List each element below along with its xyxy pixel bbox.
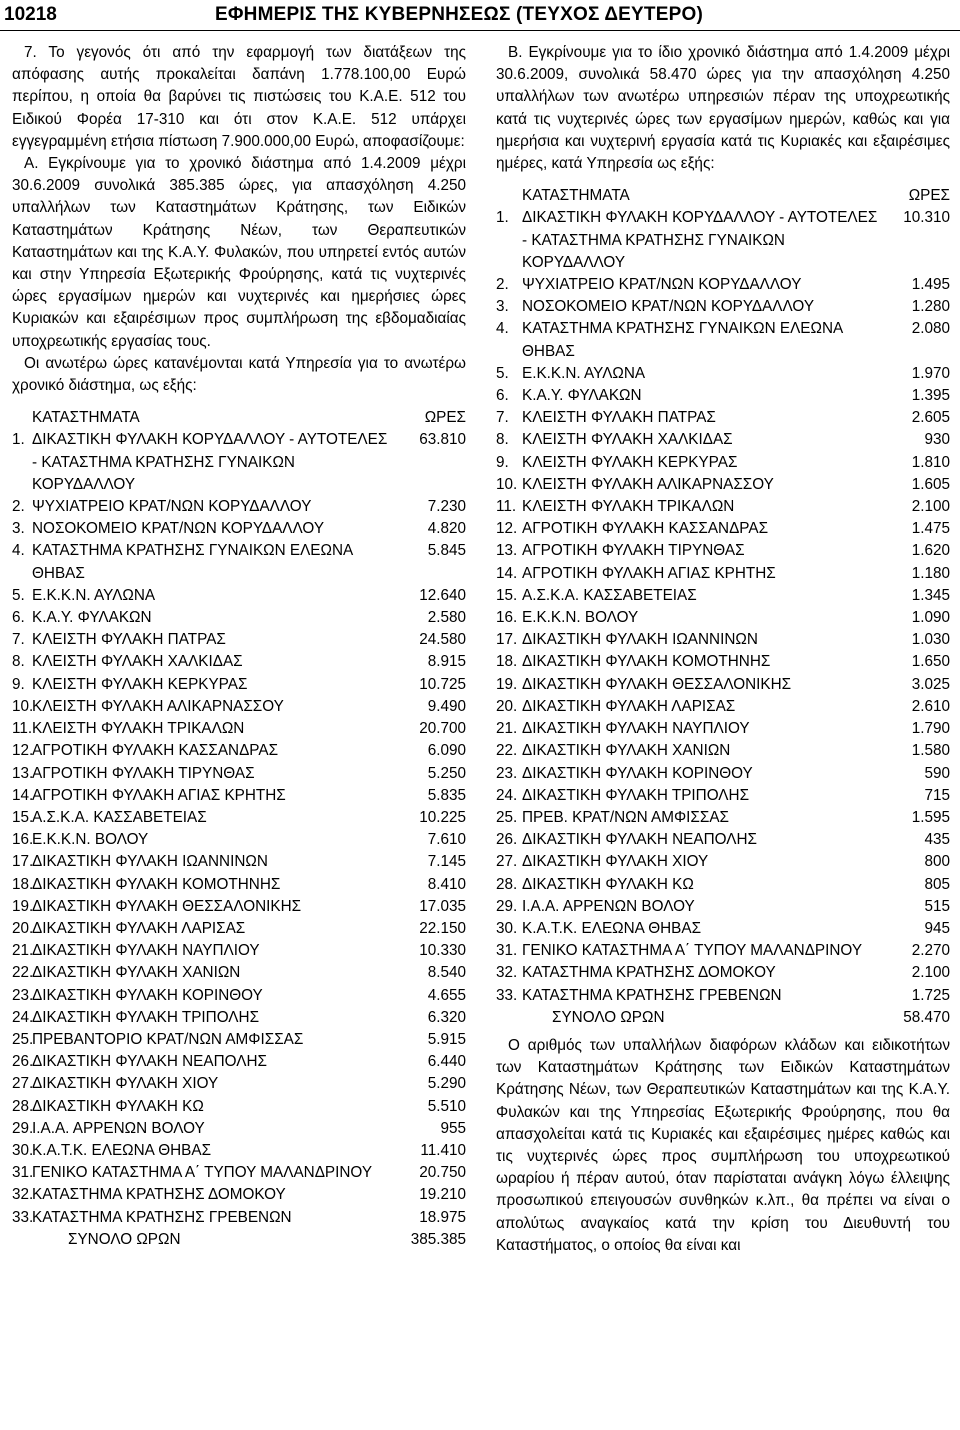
table-row — [496, 651, 950, 673]
row-name: Ι.Α.Α. ΑΡΡΕΝΩΝ ΒΟΛΟΥ — [522, 897, 695, 915]
table-row — [12, 785, 466, 807]
table-row — [496, 807, 950, 829]
row-hours: 18.975 — [419, 1208, 466, 1226]
table-row — [12, 829, 466, 851]
right-table-header — [496, 185, 950, 207]
table-row — [12, 940, 466, 962]
row-hours: 1.475 — [911, 520, 950, 538]
left-column — [12, 42, 466, 1251]
row-hours: 19.210 — [419, 1186, 466, 1204]
row-hours: 1.180 — [911, 564, 950, 582]
row-number: 31. — [496, 942, 518, 960]
row-number: 11. — [496, 498, 517, 516]
table-row — [12, 763, 466, 785]
table-row — [12, 585, 466, 607]
row-hours: 1.580 — [911, 742, 950, 760]
gazette-title: ΕΦΗΜΕΡΙΣ ΤΗΣ ΚΥΒΕΡΝΗΣΕΩΣ (ΤΕΥΧΟΣ ΔΕΥΤΕΡΟ) — [215, 4, 703, 25]
row-number: 30. — [496, 919, 518, 937]
row-name: ΑΓΡΟΤΙΚΗ ΦΥΛΑΚΗ ΑΓΙΑΣ ΚΡΗΤΗΣ — [32, 786, 286, 804]
row-name: ΑΓΡΟΤΙΚΗ ΦΥΛΑΚΗ ΤΙΡΥΝΘΑΣ — [32, 764, 255, 782]
table-row — [496, 318, 950, 362]
row-number: 27. — [496, 853, 518, 871]
row-hours: 9.490 — [427, 697, 466, 715]
table-row — [12, 696, 466, 718]
row-number: 23. — [496, 764, 518, 782]
row-number: 26. — [496, 831, 518, 849]
row-number: 5. — [12, 586, 25, 604]
row-number: 12. — [12, 742, 34, 760]
row-name: ΔΙΚΑΣΤΙΚΗ ΦΥΛΑΚΗ ΚΟΡΙΝΘΟΥ — [32, 986, 263, 1004]
right-col-shops: ΚΑΤΑΣΤΗΜΑΤΑ — [522, 187, 630, 205]
table-row — [496, 407, 950, 429]
row-hours: 1.790 — [911, 720, 950, 738]
row-hours: 955 — [440, 1119, 466, 1137]
row-number: 17. — [12, 853, 34, 871]
row-name: ΓΕΝΙΚΟ ΚΑΤΑΣΤΗΜΑ Α΄ ΤΥΠΟΥ ΜΑΛΑΝΔΡΙΝΟΥ — [32, 1164, 373, 1182]
row-name: ΚΛΕΙΣΤΗ ΦΥΛΑΚΗ ΧΑΛΚΙΔΑΣ — [32, 653, 243, 671]
row-hours: 1.810 — [911, 453, 950, 471]
row-number: 31. — [12, 1164, 34, 1182]
row-hours: 945 — [924, 919, 950, 937]
row-hours: 7.610 — [427, 831, 466, 849]
right-paragraph-2: Ο αριθμός των υπαλλήλων διαφόρων κλάδων και ειδικοτήτων των Καταστημάτων Κράτησης των Ειδικών Καταστημάτων Κράτησης Νέων, των Θεραπευτικών Καταστημάτων και της Κ.Α.Υ. Φυλακών και της Υπηρεσίας Εξωτερικής Φρούρησης, που θα απασχολείται κατά τις Κυριακές και εξαιρέσιμες ημέρες καθώς και τις νυχτερινές ώρες προς συμπλήρωση του υποχρεωτικού ωραρίου ή πέραν αυτού, όταν παρίσταται ανάγκη λόγω έλλειψης προσωπικού επειγουσών συνθηκών κ.λπ., θα πρέπει να είναι ο απολύτως αναγκαίος κατά την κρίση του Διευθυντή του Καταστήματος, ο οποίος θα είναι και — [496, 1036, 950, 1254]
table-row — [12, 1184, 466, 1206]
row-hours: 715 — [924, 786, 950, 804]
row-number: 27. — [12, 1075, 34, 1093]
row-hours: 1.395 — [911, 387, 950, 405]
row-number: 20. — [12, 919, 34, 937]
row-name: ΔΙΚΑΣΤΙΚΗ ΦΥΛΑΚΗ ΙΩΑΝΝΙΝΩΝ — [522, 631, 758, 649]
row-number: 12. — [496, 520, 518, 538]
table-row — [496, 763, 950, 785]
table-row — [12, 896, 466, 918]
row-number: 22. — [12, 964, 34, 982]
table-row — [496, 540, 950, 562]
row-number: 21. — [12, 942, 34, 960]
row-name: ΔΙΚΑΣΤΙΚΗ ΦΥΛΑΚΗ ΧΙΟΥ — [32, 1075, 219, 1093]
row-number: 30. — [12, 1141, 34, 1159]
row-number: 33. — [496, 986, 518, 1004]
table-row — [12, 740, 466, 762]
table-row — [12, 496, 466, 518]
row-name: Κ.Α.Τ.Κ. ΕΛΕΩΝΑ ΘΗΒΑΣ — [32, 1141, 212, 1159]
row-name: ΔΙΚΑΣΤΙΚΗ ΦΥΛΑΚΗ ΧΑΝΙΩΝ — [522, 742, 731, 760]
row-number: 17. — [496, 631, 518, 649]
row-number: 13. — [12, 764, 34, 782]
row-name: ΔΙΚΑΣΤΙΚΗ ΦΥΛΑΚΗ ΝΑΥΠΛΙΟΥ — [32, 942, 260, 960]
row-hours: 7.145 — [427, 853, 466, 871]
right-table — [496, 207, 950, 1006]
row-number: 8. — [496, 431, 509, 449]
row-hours: 1.030 — [911, 631, 950, 649]
row-name: ΔΙΚΑΣΤΙΚΗ ΦΥΛΑΚΗ ΝΑΥΠΛΙΟΥ — [522, 720, 750, 738]
row-number: 1. — [496, 209, 509, 227]
row-hours: 515 — [924, 897, 950, 915]
row-name: ΔΙΚΑΣΤΙΚΗ ΦΥΛΑΚΗ ΧΙΟΥ — [522, 853, 709, 871]
row-hours: 12.640 — [419, 586, 466, 604]
table-row — [12, 962, 466, 984]
row-hours: 930 — [924, 431, 950, 449]
left-paragraph-1: 7. Το γεγονός ότι από την εφαρμογή των διατάξεων της απόφασης αυτής προκαλείται δαπάνη 1.778.100,00 Ευρώ περίπου, η οποία θα βαρύνει τις πιστώσεις του Κ.Α.Ε. 512 του Ειδικού Φορέα 17-310 και ότι στον Κ.Α.Ε. 512 υπάρχει εγγεγραμμένη ετήσια πίστωση 7.900.000,00 Ευρώ, αποφασίζουμε: — [12, 44, 466, 150]
row-hours: 590 — [924, 764, 950, 782]
row-hours: 805 — [924, 875, 950, 893]
row-name: Κ.Α.Υ. ΦΥΛΑΚΩΝ — [32, 609, 152, 627]
row-hours: 800 — [924, 853, 950, 871]
row-number: 24. — [12, 1008, 34, 1026]
table-row — [496, 207, 950, 229]
row-hours: 1.970 — [911, 364, 950, 382]
row-hours: 1.345 — [911, 586, 950, 604]
table-row — [496, 718, 950, 740]
table-row — [12, 452, 466, 496]
page-number: 10218 — [4, 4, 57, 25]
row-name: Κ.Α.Τ.Κ. ΕΛΕΩΝΑ ΘΗΒΑΣ — [522, 919, 702, 937]
row-name: ΨΥΧΙΑΤΡΕΙΟ ΚΡΑΤ/ΝΩΝ ΚΟΡΥΔΑΛΛΟΥ — [522, 276, 802, 294]
row-number: 15. — [12, 808, 34, 826]
row-hours: 1.495 — [911, 276, 950, 294]
table-row — [496, 496, 950, 518]
row-number: 8. — [12, 653, 25, 671]
table-row — [496, 629, 950, 651]
row-name: ΔΙΚΑΣΤΙΚΗ ΦΥΛΑΚΗ ΧΑΝΙΩΝ — [32, 964, 241, 982]
row-hours: 22.150 — [419, 919, 466, 937]
row-name: ΔΙΚΑΣΤΙΚΗ ΦΥΛΑΚΗ ΝΕΑΠΟΛΗΣ — [522, 831, 757, 849]
row-number: 24. — [496, 786, 518, 804]
row-name: ΚΛΕΙΣΤΗ ΦΥΛΑΚΗ ΠΑΤΡΑΣ — [32, 631, 226, 649]
table-row — [12, 718, 466, 740]
row-name: ΚΛΕΙΣΤΗ ΦΥΛΑΚΗ ΠΑΤΡΑΣ — [522, 409, 716, 427]
table-row — [496, 274, 950, 296]
table-row — [12, 985, 466, 1007]
row-hours: 7.230 — [427, 498, 466, 516]
table-row — [496, 740, 950, 762]
row-number: 7. — [496, 409, 509, 427]
row-hours: 10.310 — [903, 209, 950, 227]
right-total-label: ΣΥΝΟΛΟ ΩΡΩΝ — [552, 1008, 665, 1026]
row-hours: 8.915 — [427, 653, 466, 671]
row-hours: 1.090 — [911, 609, 950, 627]
row-number: 19. — [496, 675, 518, 693]
table-row — [496, 296, 950, 318]
row-hours: 10.225 — [419, 808, 466, 826]
table-row — [496, 563, 950, 585]
table-row — [12, 1162, 466, 1184]
row-hours: 63.810 — [419, 431, 466, 449]
table-row — [496, 674, 950, 696]
row-number: 1. — [12, 431, 25, 449]
row-hours: 20.750 — [419, 1164, 466, 1182]
row-number: 25. — [12, 1030, 34, 1048]
row-hours: 5.835 — [427, 786, 466, 804]
left-total-row — [12, 1229, 466, 1251]
row-number: 25. — [496, 808, 518, 826]
row-hours: 17.035 — [419, 897, 466, 915]
row-hours: 5.290 — [427, 1075, 466, 1093]
table-row — [496, 607, 950, 629]
row-hours: 8.410 — [427, 875, 466, 893]
row-name: ΚΛΕΙΣΤΗ ΦΥΛΑΚΗ ΚΕΡΚΥΡΑΣ — [32, 675, 248, 693]
row-name: ΑΓΡΟΤΙΚΗ ΦΥΛΑΚΗ ΤΙΡΥΝΘΑΣ — [522, 542, 745, 560]
row-number: 14. — [496, 564, 518, 582]
row-hours: 5.250 — [427, 764, 466, 782]
row-name: ΔΙΚΑΣΤΙΚΗ ΦΥΛΑΚΗ ΚΟΜΟΤΗΝΗΣ — [32, 875, 281, 893]
table-row — [496, 829, 950, 851]
table-row — [496, 896, 950, 918]
row-name: ΨΥΧΙΑΤΡΕΙΟ ΚΡΑΤ/ΝΩΝ ΚΟΡΥΔΑΛΛΟΥ — [32, 498, 312, 516]
row-number — [12, 452, 32, 496]
table-row — [496, 585, 950, 607]
row-hours: 8.540 — [427, 964, 466, 982]
row-number: 3. — [12, 520, 25, 538]
left-col-shops: ΚΑΤΑΣΤΗΜΑΤΑ — [32, 409, 140, 427]
row-hours: 2.605 — [911, 409, 950, 427]
row-name: ΑΓΡΟΤΙΚΗ ΦΥΛΑΚΗ ΚΑΣΣΑΝΔΡΑΣ — [522, 520, 769, 538]
row-name: ΑΓΡΟΤΙΚΗ ΦΥΛΑΚΗ ΑΓΙΑΣ ΚΡΗΤΗΣ — [522, 564, 776, 582]
row-number: 15. — [496, 586, 518, 604]
table-row — [12, 851, 466, 873]
row-name: Κ.Α.Υ. ΦΥΛΑΚΩΝ — [522, 387, 642, 405]
row-name: Ε.Κ.Κ.Ν. ΑΥΛΩΝΑ — [522, 364, 646, 382]
row-number: 16. — [12, 831, 34, 849]
row-number: 28. — [496, 875, 518, 893]
row-hours: 3.025 — [911, 675, 950, 693]
row-hours: 1.725 — [911, 986, 950, 1004]
row-name: ΓΕΝΙΚΟ ΚΑΤΑΣΤΗΜΑ Α΄ ΤΥΠΟΥ ΜΑΛΑΝΔΡΙΝΟΥ — [522, 942, 863, 960]
row-number: 11. — [12, 720, 33, 738]
row-name: ΑΓΡΟΤΙΚΗ ΦΥΛΑΚΗ ΚΑΣΣΑΝΔΡΑΣ — [32, 742, 279, 760]
row-name: ΚΛΕΙΣΤΗ ΦΥΛΑΚΗ ΧΑΛΚΙΔΑΣ — [522, 431, 733, 449]
row-number: 14. — [12, 786, 34, 804]
table-row — [496, 518, 950, 540]
table-row — [496, 985, 950, 1007]
row-hours: 24.580 — [419, 631, 466, 649]
table-row — [12, 807, 466, 829]
row-name: Α.Σ.Κ.Α. ΚΑΣΣΑΒΕΤΕΙΑΣ — [32, 808, 207, 826]
table-row — [496, 940, 950, 962]
row-number: 29. — [496, 897, 518, 915]
row-number: 7. — [12, 631, 25, 649]
table-row — [12, 1029, 466, 1051]
row-name: ΚΑΤΑΣΤΗΜΑ ΚΡΑΤΗΣΗΣ ΓΥΝΑΙΚΩΝ ΕΛΕΩΝΑ ΘΗΒΑΣ — [522, 320, 843, 360]
table-row — [496, 230, 950, 274]
row-name: - ΚΑΤΑΣΤΗΜΑ ΚΡΑΤΗΣΗΣ ΓΥΝΑΙΚΩΝ ΚΟΡΥΔΑΛΛΟΥ — [522, 231, 785, 271]
row-hours: 2.100 — [911, 498, 950, 516]
left-paragraph-3: Οι ανωτέρω ώρες κατανέμονται κατά Υπηρεσία για το ανωτέρω χρονικό διάστημα, ως εξής: — [12, 354, 466, 395]
row-name: Ε.Κ.Κ.Ν. ΑΥΛΩΝΑ — [32, 586, 156, 604]
row-name: ΚΑΤΑΣΤΗΜΑ ΚΡΑΤΗΣΗΣ ΔΟΜΟΚΟΥ — [522, 964, 776, 982]
row-number: 21. — [496, 720, 518, 738]
row-hours: 10.725 — [419, 675, 466, 693]
table-row — [496, 452, 950, 474]
row-hours: 1.650 — [911, 653, 950, 671]
row-name: ΚΑΤΑΣΤΗΜΑ ΚΡΑΤΗΣΗΣ ΓΥΝΑΙΚΩΝ ΕΛΕΩΝΑ ΘΗΒΑΣ — [32, 542, 353, 582]
row-number: 26. — [12, 1053, 34, 1071]
left-table-header — [12, 407, 466, 429]
row-number: 28. — [12, 1097, 34, 1115]
row-number: 29. — [12, 1119, 34, 1137]
row-name: Α.Σ.Κ.Α. ΚΑΣΣΑΒΕΤΕΙΑΣ — [522, 586, 697, 604]
right-paragraph-1: Β. Εγκρίνουμε για το ίδιο χρονικό διάστημα από 1.4.2009 μέχρι 30.6.2009, συνολικά 58.470 ώρες για την απασχόληση 4.250 υπαλλήλων των ανωτέρω υπηρεσιών πέραν της υποχρεωτικής κατά τις νυχτερινές ώρες των εργασίμων ημερών, καθώς και για ημερήσια και νυχτερινή εργασία κατά τις Κυριακές και εξαιρέσιμες ημέρες, κατά Υπηρεσία ως εξής: — [496, 44, 950, 173]
table-row — [496, 474, 950, 496]
table-row — [12, 1073, 466, 1095]
table-row — [12, 651, 466, 673]
row-number — [496, 230, 522, 274]
table-row — [496, 874, 950, 896]
table-row — [12, 918, 466, 940]
row-name: ΚΛΕΙΣΤΗ ΦΥΛΑΚΗ ΚΕΡΚΥΡΑΣ — [522, 453, 738, 471]
row-number: 23. — [12, 986, 34, 1004]
row-number: 4. — [496, 320, 509, 338]
table-row — [12, 607, 466, 629]
table-row — [12, 518, 466, 540]
row-hours: 4.820 — [427, 520, 466, 538]
row-name: ΔΙΚΑΣΤΙΚΗ ΦΥΛΑΚΗ ΚΟΡΥΔΑΛΛΟΥ - ΑΥΤΟΤΕΛΕΣ — [32, 431, 388, 449]
row-number: 13. — [496, 542, 518, 560]
row-name: ΚΛΕΙΣΤΗ ΦΥΛΑΚΗ ΤΡΙΚΑΛΩΝ — [522, 498, 735, 516]
row-hours: 20.700 — [419, 720, 466, 738]
row-hours: 6.440 — [427, 1053, 466, 1071]
row-name: ΚΛΕΙΣΤΗ ΦΥΛΑΚΗ ΑΛΙΚΑΡΝΑΣΣΟΥ — [32, 697, 284, 715]
row-number: 22. — [496, 742, 518, 760]
right-total-value: 58.470 — [903, 1008, 950, 1026]
row-hours: 2.080 — [911, 320, 950, 338]
table-row — [12, 1118, 466, 1140]
row-number: 10. — [496, 475, 518, 493]
row-hours: 4.655 — [427, 986, 466, 1004]
row-name: ΔΙΚΑΣΤΙΚΗ ΦΥΛΑΚΗ ΤΡΙΠΟΛΗΣ — [32, 1008, 260, 1026]
right-col-hours: ΩΡΕΣ — [908, 187, 950, 205]
table-row — [12, 1140, 466, 1162]
row-number: 2. — [12, 498, 25, 516]
row-name: ΔΙΚΑΣΤΙΚΗ ΦΥΛΑΚΗ ΚΩ — [32, 1097, 204, 1115]
row-number: 5. — [496, 364, 509, 382]
row-name: ΔΙΚΑΣΤΙΚΗ ΦΥΛΑΚΗ ΘΕΣΣΑΛΟΝΙΚΗΣ — [522, 675, 792, 693]
row-name: ΚΑΤΑΣΤΗΜΑ ΚΡΑΤΗΣΗΣ ΔΟΜΟΚΟΥ — [32, 1186, 286, 1204]
row-hours: 5.845 — [427, 542, 466, 560]
row-name: - ΚΑΤΑΣΤΗΜΑ ΚΡΑΤΗΣΗΣ ΓΥΝΑΙΚΩΝ ΚΟΡΥΔΑΛΛΟΥ — [32, 453, 295, 493]
row-hours: 1.595 — [911, 808, 950, 826]
row-number: 32. — [12, 1186, 34, 1204]
row-name: ΔΙΚΑΣΤΙΚΗ ΦΥΛΑΚΗ ΙΩΑΝΝΙΝΩΝ — [32, 853, 268, 871]
row-hours — [388, 452, 466, 496]
table-row — [496, 785, 950, 807]
left-total-label: ΣΥΝΟΛΟ ΩΡΩΝ — [68, 1230, 181, 1248]
row-name: ΔΙΚΑΣΤΙΚΗ ΦΥΛΑΚΗ ΚΟΜΟΤΗΝΗΣ — [522, 653, 771, 671]
table-row — [496, 918, 950, 940]
row-hours: 5.510 — [427, 1097, 466, 1115]
row-name: ΔΙΚΑΣΤΙΚΗ ΦΥΛΑΚΗ ΚΟΡΙΝΘΟΥ — [522, 764, 753, 782]
left-total-value: 385.385 — [410, 1230, 466, 1248]
row-number: 19. — [12, 897, 34, 915]
row-number: 33. — [12, 1208, 34, 1226]
row-number: 2. — [496, 276, 509, 294]
row-name: ΔΙΚΑΣΤΙΚΗ ΦΥΛΑΚΗ ΚΟΡΥΔΑΛΛΟΥ - ΑΥΤΟΤΕΛΕΣ — [522, 209, 878, 227]
row-name: ΠΡΕΒΑΝΤΟΡΙΟ ΚΡΑΤ/ΝΩΝ ΑΜΦΙΣΣΑΣ — [32, 1030, 304, 1048]
row-number: 9. — [496, 453, 509, 471]
row-name: ΠΡΕΒ. ΚΡΑΤ/ΝΩΝ ΑΜΦΙΣΣΑΣ — [522, 808, 729, 826]
row-number: 32. — [496, 964, 518, 982]
table-row — [12, 629, 466, 651]
row-hours: 11.410 — [420, 1141, 466, 1159]
table-row — [12, 540, 466, 584]
row-name: Ε.Κ.Κ.Ν. ΒΟΛΟΥ — [32, 831, 149, 849]
row-hours: 6.090 — [427, 742, 466, 760]
table-row — [496, 385, 950, 407]
row-name: ΔΙΚΑΣΤΙΚΗ ΦΥΛΑΚΗ ΘΕΣΣΑΛΟΝΙΚΗΣ — [32, 897, 302, 915]
row-name: ΔΙΚΑΣΤΙΚΗ ΦΥΛΑΚΗ ΛΑΡΙΣΑΣ — [522, 697, 736, 715]
table-row — [12, 1096, 466, 1118]
table-row — [12, 1207, 466, 1229]
row-number: 6. — [12, 609, 25, 627]
row-name: ΚΑΤΑΣΤΗΜΑ ΚΡΑΤΗΣΗΣ ΓΡΕΒΕΝΩΝ — [32, 1208, 292, 1226]
row-number: 16. — [496, 609, 518, 627]
row-name: ΔΙΚΑΣΤΙΚΗ ΦΥΛΑΚΗ ΝΕΑΠΟΛΗΣ — [32, 1053, 267, 1071]
left-table — [12, 429, 466, 1228]
row-number: 20. — [496, 697, 518, 715]
row-hours: 6.320 — [427, 1008, 466, 1026]
row-hours — [890, 230, 950, 274]
row-name: ΔΙΚΑΣΤΙΚΗ ΦΥΛΑΚΗ ΚΩ — [522, 875, 694, 893]
table-row — [12, 1007, 466, 1029]
row-name: ΝΟΣΟΚΟΜΕΙΟ ΚΡΑΤ/ΝΩΝ ΚΟΡΥΔΑΛΛΟΥ — [32, 520, 325, 538]
row-name: Ε.Κ.Κ.Ν. ΒΟΛΟΥ — [522, 609, 639, 627]
table-row — [496, 696, 950, 718]
row-name: ΔΙΚΑΣΤΙΚΗ ΦΥΛΑΚΗ ΤΡΙΠΟΛΗΣ — [522, 786, 750, 804]
row-hours: 2.270 — [911, 942, 950, 960]
table-row — [12, 674, 466, 696]
table-row — [496, 429, 950, 451]
row-name: ΚΛΕΙΣΤΗ ΦΥΛΑΚΗ ΑΛΙΚΑΡΝΑΣΣΟΥ — [522, 475, 774, 493]
row-hours: 2.580 — [427, 609, 466, 627]
row-number: 6. — [496, 387, 509, 405]
row-name: ΔΙΚΑΣΤΙΚΗ ΦΥΛΑΚΗ ΛΑΡΙΣΑΣ — [32, 919, 246, 937]
table-row — [496, 363, 950, 385]
row-name: ΝΟΣΟΚΟΜΕΙΟ ΚΡΑΤ/ΝΩΝ ΚΟΡΥΔΑΛΛΟΥ — [522, 298, 815, 316]
table-row — [496, 962, 950, 984]
row-hours: 2.100 — [911, 964, 950, 982]
right-total-row — [496, 1007, 950, 1029]
row-hours: 5.915 — [427, 1030, 466, 1048]
row-number: 3. — [496, 298, 509, 316]
row-name: Ι.Α.Α. ΑΡΡΕΝΩΝ ΒΟΛΟΥ — [32, 1119, 205, 1137]
right-column — [496, 42, 950, 1257]
row-hours: 1.280 — [911, 298, 950, 316]
page-header — [0, 0, 960, 31]
table-row — [12, 429, 466, 451]
row-name: ΚΛΕΙΣΤΗ ΦΥΛΑΚΗ ΤΡΙΚΑΛΩΝ — [32, 720, 245, 738]
row-hours: 435 — [924, 831, 950, 849]
table-row — [12, 1051, 466, 1073]
row-number: 9. — [12, 675, 25, 693]
row-hours: 1.605 — [911, 475, 950, 493]
table-row — [496, 851, 950, 873]
row-number: 10. — [12, 697, 34, 715]
row-hours: 10.330 — [419, 942, 466, 960]
left-col-hours: ΩΡΕΣ — [424, 409, 466, 427]
row-name: ΚΑΤΑΣΤΗΜΑ ΚΡΑΤΗΣΗΣ ΓΡΕΒΕΝΩΝ — [522, 986, 782, 1004]
row-hours: 2.610 — [911, 697, 950, 715]
row-number: 4. — [12, 542, 25, 560]
row-number: 18. — [12, 875, 34, 893]
row-number: 18. — [496, 653, 518, 671]
table-row — [12, 874, 466, 896]
row-hours: 1.620 — [911, 542, 950, 560]
left-paragraph-2: Α. Εγκρίνουμε για το χρονικό διάστημα από 1.4.2009 μέχρι 30.6.2009 συνολικά 385.385 ώρες, για απασχόληση 4.250 υπαλλήλων των Καταστημάτων Κράτησης, των Ειδικών Καταστημάτων Κράτησης Νέων, των Θεραπευτικών Καταστημάτων και της Κ.Α.Υ. Φυλακών, που υπηρετεί εντός αυτών και στην Υπηρεσία Εξωτερικής Φρούρησης, κατά τις νυχτερινές ώρες εργασίμων ημερών και νυχτερινές και ημερήσιες ώρες Κυριακών και εξαιρέσιμων προς συμπλήρωση της εβδομαδιαίας υποχρεωτικής εργασίας τους. — [12, 155, 466, 350]
